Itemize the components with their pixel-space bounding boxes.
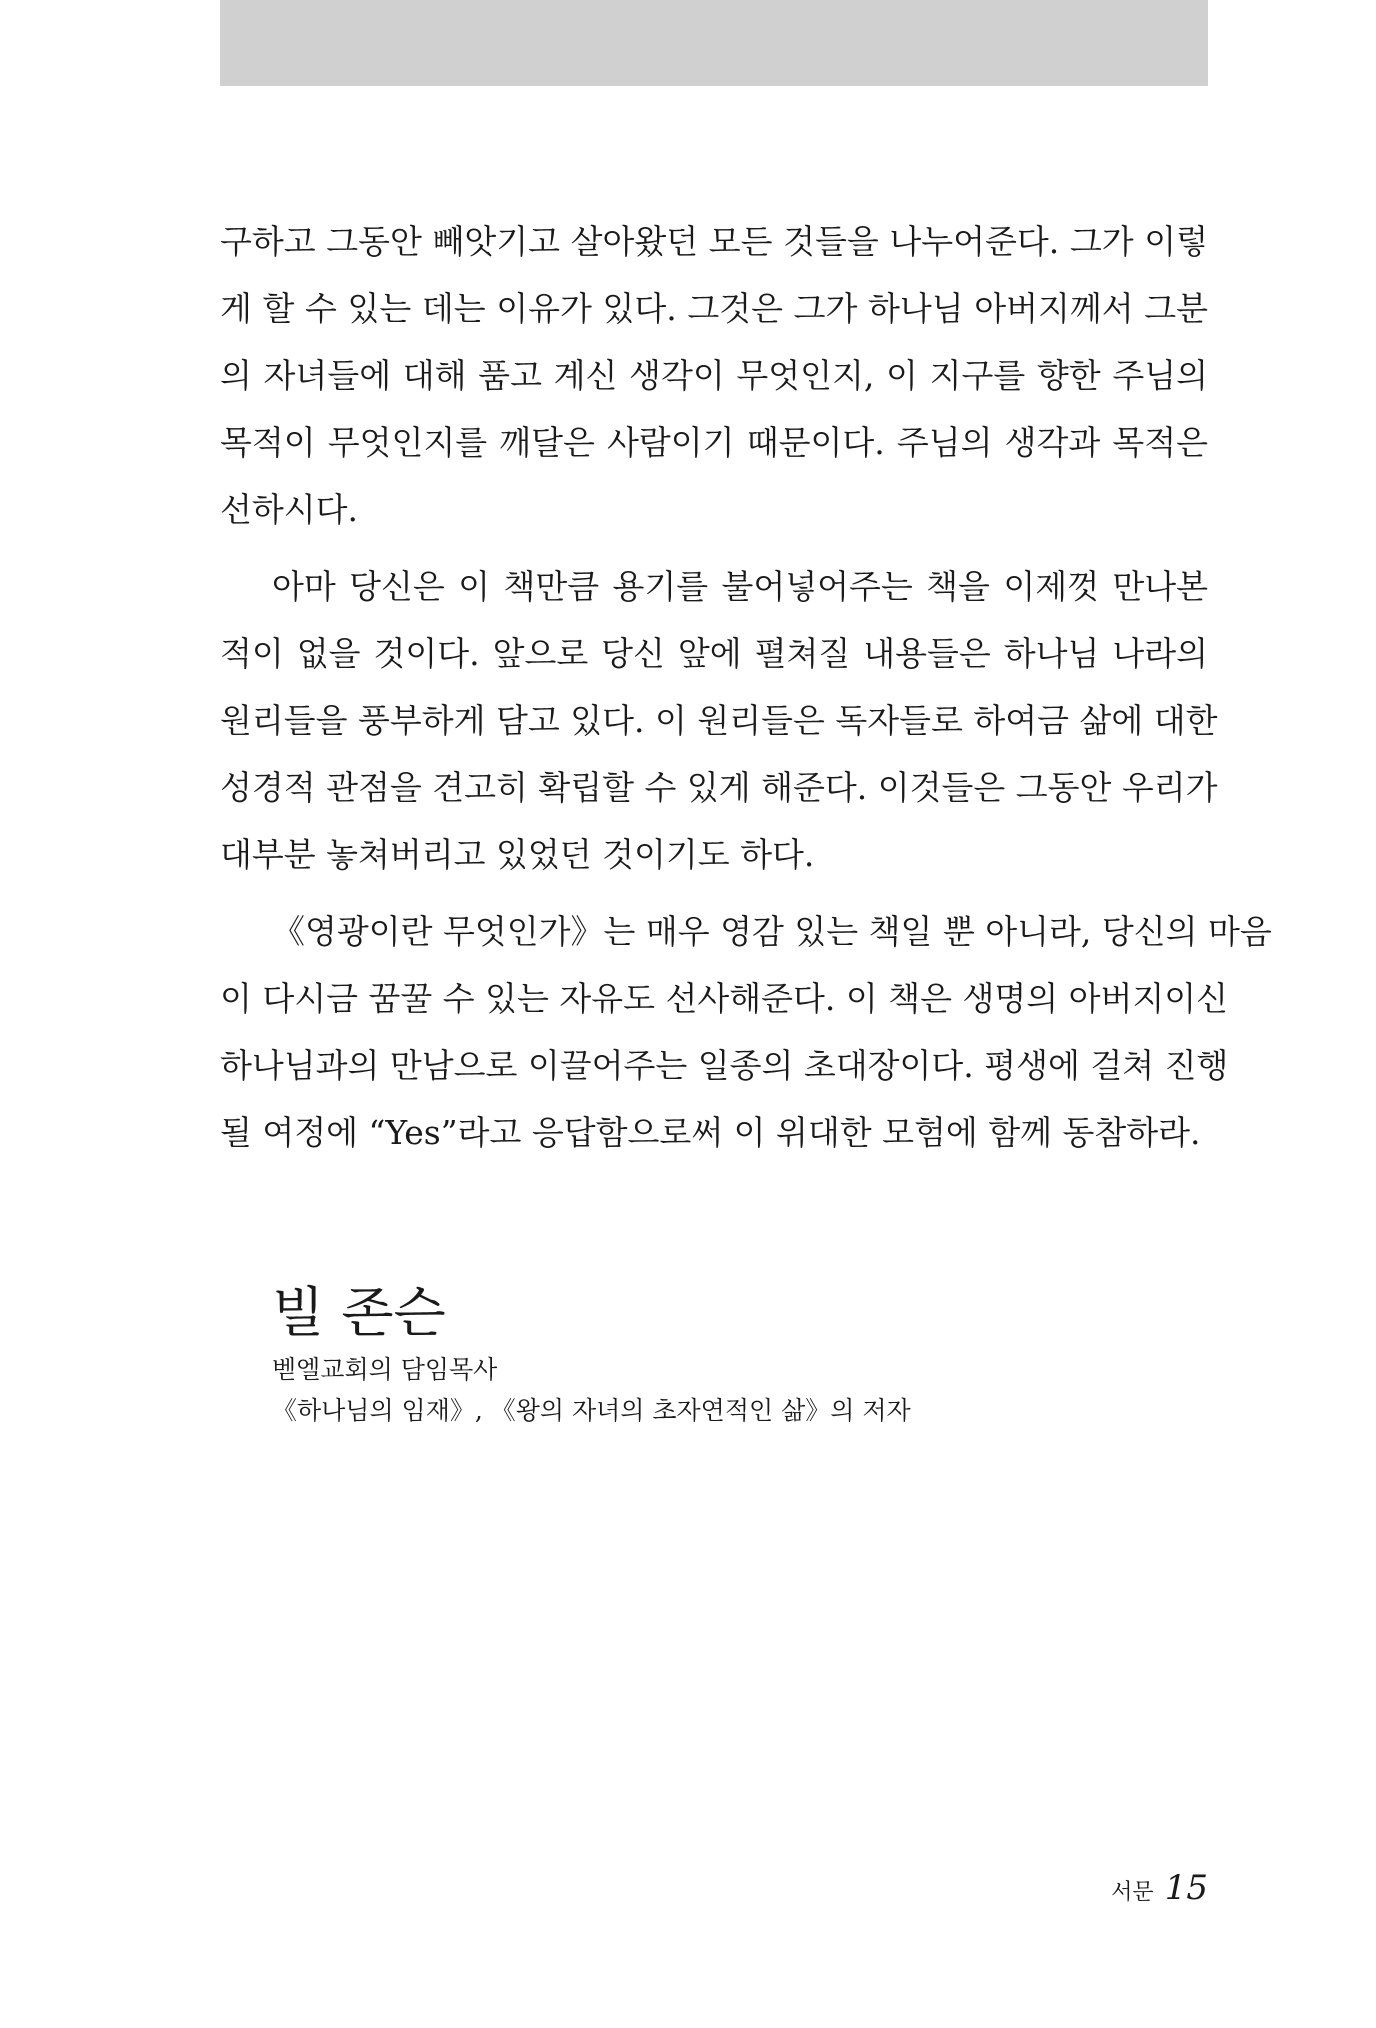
body-line: 구하고 그동안 빼앗기고 살아왔던 모든 것들을 나누어준다. 그가 이렇 <box>220 222 1208 261</box>
body-line: 선하시다. <box>220 490 359 529</box>
body-line: 아마 당신은 이 책만큼 용기를 불어넣어주는 책을 이제껏 만나본 <box>272 567 1208 606</box>
header-bar <box>220 0 1208 86</box>
body-line: 성경적 관점을 견고히 확립할 수 있게 해준다. 이것들은 그동안 우리가 <box>220 768 1218 807</box>
author-role: 벧엘교회의 담임목사 <box>272 1355 498 1384</box>
body-line: 목적이 무엇인지를 깨달은 사람이기 때문이다. 주님의 생각과 목적은 <box>220 423 1208 462</box>
page-number: 15 <box>1164 1868 1208 1908</box>
body-line: 적이 없을 것이다. 앞으로 당신 앞에 펼쳐질 내용들은 하나님 나라의 <box>220 634 1208 673</box>
body-line: 원리들을 풍부하게 담고 있다. 이 원리들은 독자들로 하여금 삶에 대한 <box>220 701 1218 740</box>
body-line: 《영광이란 무엇인가》는 매우 영감 있는 책일 뿐 아니라, 당신의 마음 <box>272 912 1272 951</box>
body-line: 될 여정에 “Yes”라고 응답함으로써 이 위대한 모험에 함께 동참하라. <box>220 1113 1201 1152</box>
body-line: 게 할 수 있는 데는 이유가 있다. 그것은 그가 하나님 아버지께서 그분 <box>220 289 1208 328</box>
body-line: 대부분 놓쳐버리고 있었던 것이기도 하다. <box>220 835 815 874</box>
body-line: 하나님과의 만남으로 이끌어주는 일종의 초대장이다. 평생에 걸쳐 진행 <box>220 1046 1229 1085</box>
folio-section: 서문 <box>1111 1880 1154 1905</box>
author-name: 빌 존슨 <box>272 1281 446 1344</box>
body-line: 의 자녀들에 대해 품고 계신 생각이 무엇인지, 이 지구를 향한 주님의 <box>220 356 1208 395</box>
page-folio <box>1111 1868 1208 1908</box>
author-works: 《하나님의 임재》, 《왕의 자녀의 초자연적인 삶》의 저자 <box>272 1396 911 1425</box>
body-line: 이 다시금 꿈꿀 수 있는 자유도 선사해준다. 이 책은 생명의 아버지이신 <box>220 979 1228 1018</box>
